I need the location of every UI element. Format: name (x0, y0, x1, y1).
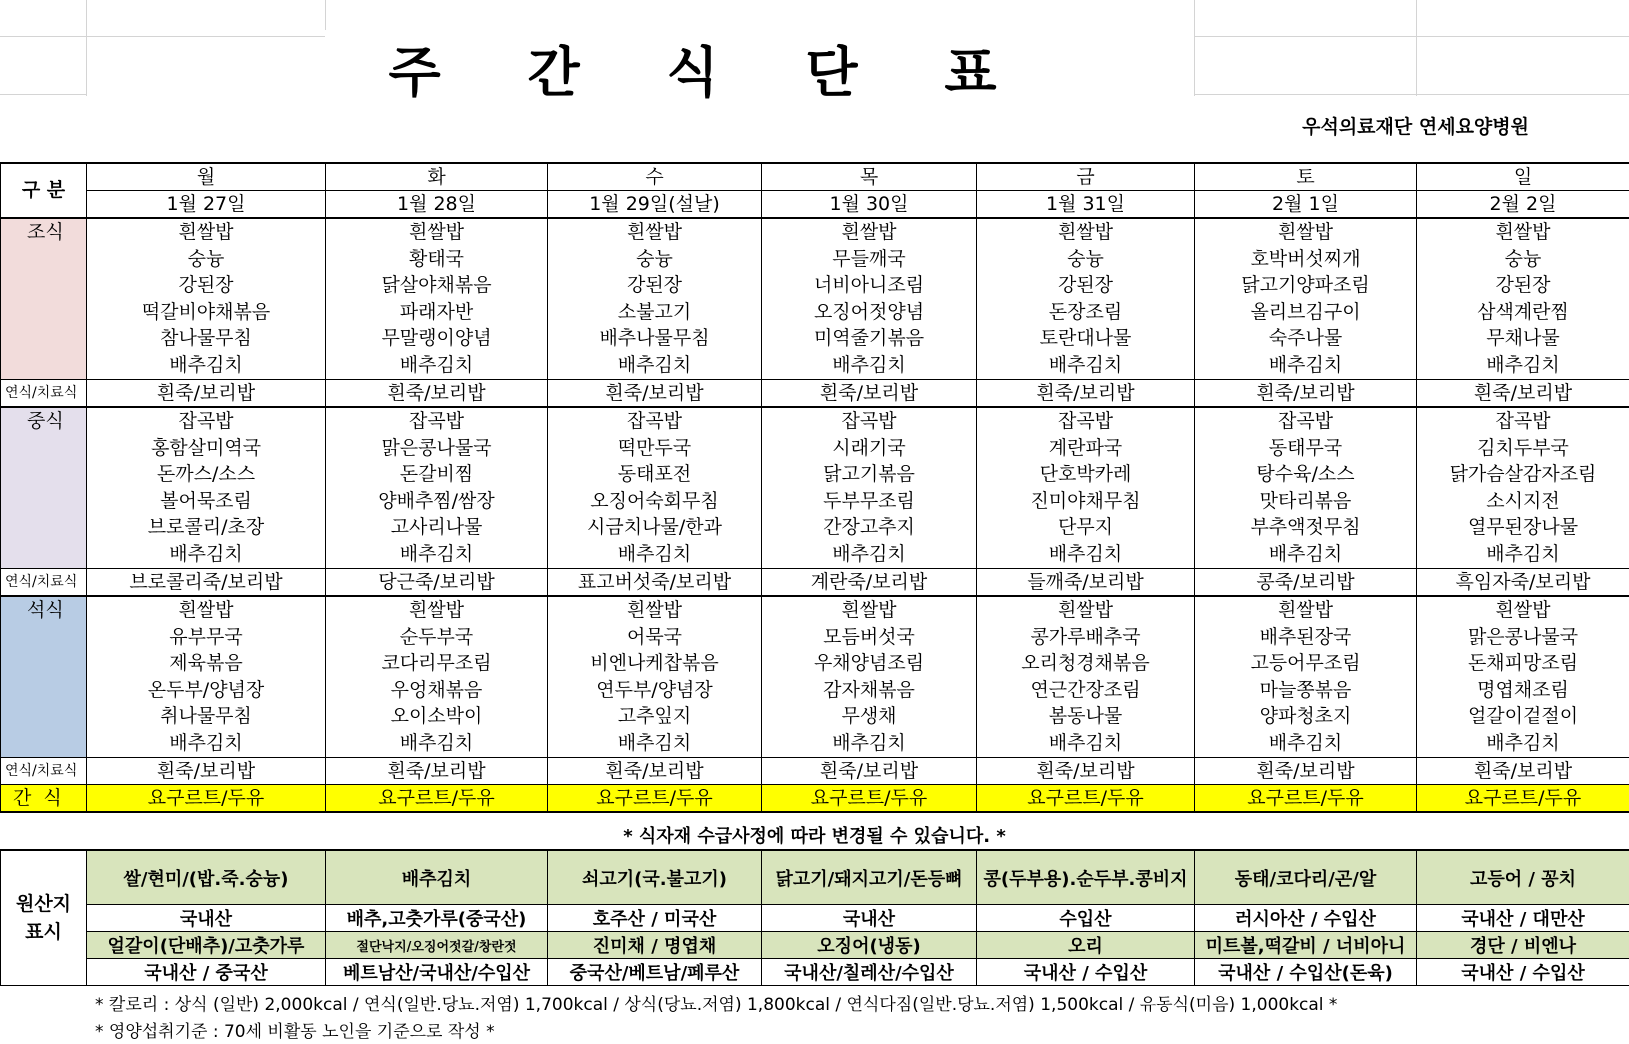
day-date: 1월 29일(설날) (548, 191, 762, 219)
breakfast-menu-item: 흰쌀밥 (1277, 221, 1334, 243)
dinner-menu-cell (977, 596, 1195, 758)
dinner-menu-item: 배추김치 (1486, 731, 1560, 754)
soft-diet-item: 흰죽/보리밥 (326, 380, 548, 408)
day-date: 2월 1일 (1195, 191, 1417, 219)
day-date: 1월 28일 (326, 191, 548, 219)
day-name: 수 (548, 163, 762, 191)
breakfast-menu-item: 흰쌀밥 (1495, 221, 1551, 243)
snack-item: 요구르트/두유 (977, 785, 1195, 813)
soft-diet-item: 흰죽/보리밥 (1195, 380, 1417, 408)
breakfast-menu-item: 강된장 (626, 274, 683, 297)
gubun-label: 구 분 (1, 163, 87, 218)
origin-row2-cell: 얼갈이(단배추)/고춧가루 (87, 932, 326, 959)
dinner-menu-item: 고추잎지 (617, 705, 692, 728)
breakfast-menu-item: 파래자반 (399, 300, 474, 323)
soft-diet-item: 콩죽/보리밥 (1195, 569, 1417, 597)
dinner-menu-item: 명엽채조림 (1477, 678, 1569, 701)
soft-diet-item: 계란죽/보리밥 (762, 569, 977, 597)
origin-row2-cell: 절단낙지/오징어젓갈/창란젓 (326, 932, 548, 959)
lunch-menu-item: 동태포전 (617, 463, 692, 486)
dinner-menu-item: 흰쌀밥 (1057, 599, 1114, 621)
origin-row2-cell: 진미채 / 명엽채 (548, 932, 762, 959)
dinner-menu-cell (326, 596, 548, 758)
day-name: 목 (762, 163, 977, 191)
origin-row3-cell: 국내산 / 수입산 (1417, 959, 1629, 986)
origin-head-cell: 쇠고기(국.불고기) (548, 850, 762, 905)
lunch-menu-item: 동태무국 (1268, 436, 1343, 459)
lunch-menu-item: 고사리나물 (390, 516, 483, 539)
dinner-menu-item: 배추김치 (1268, 731, 1343, 754)
dinner-menu-item: 무생채 (841, 705, 897, 728)
soft-diet-item: 표고버섯죽/보리밥 (548, 569, 762, 597)
soft-diet-item: 들깨죽/보리밥 (977, 569, 1195, 597)
lunch-menu-item: 배추김치 (1486, 542, 1560, 565)
breakfast-menu-item: 떡갈비야채볶음 (141, 300, 271, 323)
dinner-menu-item: 흰쌀밥 (408, 599, 465, 621)
dinner-menu-item: 흰쌀밥 (178, 599, 234, 621)
lunch-menu-item: 맛타리볶음 (1259, 489, 1352, 512)
soft-diet-item: 흰죽/보리밥 (762, 758, 977, 785)
lunch-menu-item: 볼어묵조림 (160, 489, 252, 512)
breakfast-menu-item: 흰쌀밥 (408, 221, 465, 243)
day-name: 화 (326, 163, 548, 191)
dinner-menu-item: 연근간장조림 (1030, 678, 1141, 701)
dinner-menu-item: 배추김치 (832, 731, 906, 754)
dinner-menu-item: 배추된장국 (1259, 625, 1352, 648)
soft-diet-item: 브로콜리죽/보리밥 (87, 569, 326, 597)
dinner-menu-item: 비엔나케찹볶음 (590, 652, 719, 675)
dinner-menu-item: 연두부/양념장 (596, 678, 713, 701)
lunch-menu-item: 배추김치 (399, 542, 474, 565)
lunch-menu-item: 탕수육/소스 (1256, 463, 1355, 486)
origin-row3-cell: 국내산 / 수입산(돈육) (1195, 959, 1417, 986)
breakfast-menu-item: 흰쌀밥 (841, 221, 897, 243)
soft-diet-item: 흰죽/보리밥 (977, 758, 1195, 785)
soft-diet-item: 흰죽/보리밥 (548, 380, 762, 408)
lunch-menu-item: 배추김치 (832, 542, 906, 565)
breakfast-menu-item: 돈장조림 (1048, 300, 1123, 323)
breakfast-menu-item: 호박버섯찌개 (1250, 247, 1361, 270)
dinner-menu-item: 콩가루배추국 (1030, 625, 1141, 648)
origin-label: 원산지 표시 (1, 850, 87, 986)
lunch-menu-item: 돈갈비찜 (399, 463, 474, 486)
breakfast-menu-item: 숭늉 (187, 247, 225, 270)
breakfast-menu-item: 배추김치 (399, 353, 474, 376)
soft-diet-item: 흰죽/보리밥 (548, 758, 762, 785)
lunch-menu-item: 부추액젓무침 (1250, 516, 1361, 539)
day-name: 일 (1417, 163, 1629, 191)
dinner-menu-item: 취나물무침 (160, 705, 252, 728)
lunch-menu-cell (326, 407, 548, 569)
dinner-menu-item: 코다리무조림 (381, 652, 492, 675)
soft-diet-label: 연식/치료식 (1, 569, 87, 597)
soft-diet-item: 흰죽/보리밥 (977, 380, 1195, 408)
lunch-menu-item: 소시지전 (1486, 489, 1560, 512)
snack-item: 요구르트/두유 (326, 785, 548, 813)
lunch-menu-item: 홍함살미역국 (150, 436, 262, 459)
origin-head-cell: 콩(두부용).순두부.콩비지 (977, 850, 1195, 905)
dinner-menu-item: 배추김치 (617, 731, 692, 754)
day-date: 1월 27일 (87, 191, 326, 219)
dinner-menu-item: 배추김치 (1048, 731, 1123, 754)
dinner-menu-item: 양파청초지 (1259, 705, 1352, 728)
lunch-menu-item: 배추김치 (1268, 542, 1343, 565)
origin-row1-cell: 호주산 / 미국산 (548, 905, 762, 932)
origin-row1-cell: 국내산 (762, 905, 977, 932)
breakfast-menu-item: 강된장 (178, 274, 234, 297)
soft-diet-label: 연식/치료식 (1, 380, 87, 408)
origin-row2-cell: 미트볼,떡갈비 / 너비아니 (1195, 932, 1417, 959)
sheet-gridline (325, 0, 326, 30)
soft-diet-item: 흑임자죽/보리밥 (1417, 569, 1629, 597)
lunch-menu-item: 시금치나물/한과 (587, 516, 722, 539)
hospital-name: 우석의료재단 연세요양병원 (1302, 116, 1529, 138)
origin-head-cell: 닭고기/돼지고기/돈등뼈 (762, 850, 977, 905)
breakfast-menu-item: 닭고기양파조림 (1241, 274, 1370, 297)
breakfast-menu-item: 배추김치 (1486, 353, 1560, 376)
origin-row3-cell: 국내산/칠레산/수입산 (762, 959, 977, 986)
breakfast-menu-item: 닭살야채볶음 (381, 274, 492, 297)
lunch-menu-item: 진미야채무침 (1030, 489, 1141, 512)
lunch-menu-item: 단무지 (1057, 516, 1114, 539)
dinner-menu-item: 모듬버섯국 (823, 625, 915, 648)
lunch-menu-item: 배추김치 (617, 542, 692, 565)
breakfast-menu-item: 강된장 (1495, 274, 1551, 297)
breakfast-menu-item: 미역줄기볶음 (813, 327, 925, 350)
snack-item: 요구르트/두유 (1195, 785, 1417, 813)
breakfast-menu-item: 삼색계란찜 (1477, 300, 1569, 323)
snack-item: 요구르트/두유 (762, 785, 977, 813)
dinner-menu-item: 오이소박이 (390, 705, 483, 728)
dinner-menu-cell (762, 596, 977, 758)
breakfast-menu-item: 무말랭이양념 (381, 327, 492, 350)
meal-category-lunch: 중식 (1, 407, 87, 569)
lunch-menu-item: 간장고추지 (823, 516, 915, 539)
dinner-menu-item: 돈채피망조림 (1467, 652, 1579, 675)
origin-row1-cell: 국내산 (87, 905, 326, 932)
breakfast-menu-cell (977, 218, 1195, 380)
breakfast-menu-item: 배추김치 (169, 353, 243, 376)
dinner-menu-item: 봄동나물 (1048, 705, 1123, 728)
meal-category-breakfast: 조식 (1, 218, 87, 380)
lunch-menu-cell (977, 407, 1195, 569)
origin-row3-cell: 국내산 / 중국산 (87, 959, 326, 986)
origin-head-cell: 고등어 / 꽁치 (1417, 850, 1629, 905)
lunch-menu-item: 두부무조림 (823, 489, 915, 512)
breakfast-menu-item: 무채나물 (1486, 327, 1560, 350)
breakfast-menu-item: 황태국 (408, 247, 465, 270)
lunch-menu-item: 잡곡밥 (1277, 410, 1334, 432)
breakfast-menu-item: 올리브김구이 (1250, 300, 1361, 323)
snack-item: 요구르트/두유 (548, 785, 762, 813)
lunch-menu-item: 배추김치 (1048, 542, 1123, 565)
origin-head-cell: 쌀/현미/(밥.죽.숭늉) (87, 850, 326, 905)
lunch-menu-item: 닭가슴살감자조림 (1449, 463, 1597, 486)
lunch-menu-item: 배추김치 (169, 542, 243, 565)
lunch-menu-item: 잡곡밥 (1495, 410, 1551, 432)
breakfast-menu-item: 숙주나물 (1268, 327, 1343, 350)
breakfast-menu-item: 너비아니조림 (813, 274, 925, 297)
snack-item: 요구르트/두유 (1417, 785, 1629, 813)
notice: * 식자재 수급사정에 따라 변경될 수 있습니다. * (623, 826, 1006, 847)
soft-diet-item: 흰죽/보리밥 (1417, 758, 1629, 785)
lunch-menu-item: 잡곡밥 (1057, 410, 1114, 432)
meal-category-dinner: 석식 (1, 596, 87, 758)
dinner-menu-cell (548, 596, 762, 758)
lunch-menu-cell (87, 407, 326, 569)
day-name: 토 (1195, 163, 1417, 191)
weekly-menu-table (0, 162, 1629, 813)
dinner-menu-item: 마늘쫑볶음 (1259, 678, 1352, 701)
origin-row1-cell: 러시아산 / 수입산 (1195, 905, 1417, 932)
origin-row2-cell: 오징어(냉동) (762, 932, 977, 959)
snack-label: 간 식 (1, 785, 87, 813)
origin-row2-cell: 경단 / 비엔나 (1417, 932, 1629, 959)
calorie-note: * 칼로리 : 상식 (일반) 2,000kcal / 연식(일반.당뇨.저염) 1,700kcal / 상식(당뇨.저염) 1,800kcal / 연식다짐(일반.당뇨.저염) 1,500kcal / 유동식(미음) 1,000kcal * (95, 995, 1338, 1015)
soft-diet-item: 흰죽/보리밥 (762, 380, 977, 408)
dinner-menu-item: 고등어무조림 (1250, 652, 1361, 675)
dinner-menu-item: 순두부국 (399, 625, 474, 648)
breakfast-menu-item: 소불고기 (617, 300, 692, 323)
soft-diet-label: 연식/치료식 (1, 758, 87, 785)
breakfast-menu-item: 배추김치 (617, 353, 692, 376)
day-date: 1월 30일 (762, 191, 977, 219)
breakfast-menu-item: 배추김치 (1048, 353, 1123, 376)
snack-item: 요구르트/두유 (87, 785, 326, 813)
lunch-menu-cell (548, 407, 762, 569)
breakfast-menu-item: 숭늉 (636, 247, 673, 270)
lunch-menu-item: 양배추찜/쌈장 (378, 489, 495, 512)
lunch-menu-item: 잡곡밥 (408, 410, 465, 432)
dinner-menu-item: 오리청경채볶음 (1021, 652, 1150, 675)
lunch-menu-item: 맑은콩나물국 (381, 436, 492, 459)
breakfast-menu-cell (548, 218, 762, 380)
breakfast-menu-item: 토란대나물 (1039, 327, 1132, 350)
soft-diet-item: 흰죽/보리밥 (1195, 758, 1417, 785)
soft-diet-item: 흰죽/보리밥 (87, 758, 326, 785)
origin-head-cell: 동태/코다리/곤/알 (1195, 850, 1417, 905)
dinner-menu-item: 흰쌀밥 (626, 599, 683, 621)
breakfast-menu-item: 흰쌀밥 (626, 221, 683, 243)
origin-row3-cell: 국내산 / 수입산 (977, 959, 1195, 986)
breakfast-menu-item: 오징어젓양념 (813, 300, 925, 323)
dinner-menu-cell (1195, 596, 1417, 758)
breakfast-menu-item: 무들깨국 (832, 247, 906, 270)
lunch-menu-item: 시래기국 (832, 436, 906, 459)
breakfast-menu-cell (1195, 218, 1417, 380)
dinner-menu-item: 배추김치 (399, 731, 474, 754)
dinner-menu-item: 우채양념조림 (813, 652, 925, 675)
lunch-menu-cell (762, 407, 977, 569)
breakfast-menu-item: 숭늉 (1504, 247, 1542, 270)
dinner-menu-item: 감자채볶음 (823, 678, 915, 701)
lunch-menu-cell (1417, 407, 1629, 569)
lunch-menu-item: 잡곡밥 (626, 410, 683, 432)
dinner-menu-item: 흰쌀밥 (841, 599, 897, 621)
breakfast-menu-item: 배추김치 (832, 353, 906, 376)
lunch-menu-item: 잡곡밥 (178, 410, 234, 432)
day-date: 1월 31일 (977, 191, 1195, 219)
breakfast-menu-cell (87, 218, 326, 380)
page-title: 주 간 식 단 표 (388, 41, 1031, 104)
lunch-menu-item: 단호박카레 (1039, 463, 1132, 486)
soft-diet-item: 당근죽/보리밥 (326, 569, 548, 597)
origin-row3-cell: 중국산/베트남/페루산 (548, 959, 762, 986)
breakfast-menu-item: 배추김치 (1268, 353, 1343, 376)
dinner-menu-item: 온두부/양념장 (147, 678, 265, 701)
lunch-menu-item: 잡곡밥 (841, 410, 897, 432)
soft-diet-item: 흰죽/보리밥 (87, 380, 326, 408)
dinner-menu-item: 제육볶음 (169, 652, 243, 675)
origin-table (0, 849, 1629, 986)
dinner-menu-item: 흰쌀밥 (1277, 599, 1334, 621)
breakfast-menu-item: 강된장 (1057, 274, 1114, 297)
day-name: 월 (87, 163, 326, 191)
soft-diet-item: 흰죽/보리밥 (1417, 380, 1629, 408)
dinner-menu-item: 흰쌀밥 (1495, 599, 1551, 621)
day-name: 금 (977, 163, 1195, 191)
lunch-menu-item: 닭고기볶음 (823, 463, 915, 486)
breakfast-menu-item: 흰쌀밥 (178, 221, 234, 243)
dinner-menu-item: 어묵국 (626, 625, 683, 648)
origin-row3-cell: 베트남산/국내산/수입산 (326, 959, 548, 986)
breakfast-menu-cell (326, 218, 548, 380)
lunch-menu-item: 계란파국 (1048, 436, 1123, 459)
dinner-menu-cell (87, 596, 326, 758)
lunch-menu-item: 오징어숙회무침 (590, 489, 719, 512)
breakfast-menu-item: 흰쌀밥 (1057, 221, 1114, 243)
day-date: 2월 2일 (1417, 191, 1629, 219)
nutrition-note: * 영양섭취기준 : 70세 비활동 노인을 기준으로 작성 * (95, 1022, 495, 1042)
origin-row1-cell: 국내산 / 대만산 (1417, 905, 1629, 932)
lunch-menu-item: 김치두부국 (1477, 436, 1569, 459)
dinner-menu-item: 얼갈이겉절이 (1467, 705, 1579, 728)
origin-head-cell: 배추김치 (326, 850, 548, 905)
dinner-menu-item: 우엉채볶음 (390, 678, 483, 701)
breakfast-menu-item: 배추나물무침 (599, 327, 710, 350)
breakfast-menu-cell (1417, 218, 1629, 380)
breakfast-menu-item: 참나물무침 (160, 327, 252, 350)
lunch-menu-item: 열무된장나물 (1467, 516, 1579, 539)
dinner-menu-item: 유부무국 (169, 625, 243, 648)
dinner-menu-item: 맑은콩나물국 (1467, 625, 1579, 648)
origin-row2-cell: 오리 (977, 932, 1195, 959)
lunch-menu-item: 브로콜리/초장 (147, 516, 265, 539)
soft-diet-item: 흰죽/보리밥 (326, 758, 548, 785)
origin-row1-cell: 배추,고춧가루(중국산) (326, 905, 548, 932)
origin-row1-cell: 수입산 (977, 905, 1195, 932)
lunch-menu-item: 돈까스/소스 (156, 463, 256, 486)
lunch-menu-item: 떡만두국 (617, 436, 692, 459)
breakfast-menu-cell (762, 218, 977, 380)
lunch-menu-cell (1195, 407, 1417, 569)
dinner-menu-item: 배추김치 (169, 731, 243, 754)
dinner-menu-cell (1417, 596, 1629, 758)
breakfast-menu-item: 숭늉 (1067, 247, 1104, 270)
